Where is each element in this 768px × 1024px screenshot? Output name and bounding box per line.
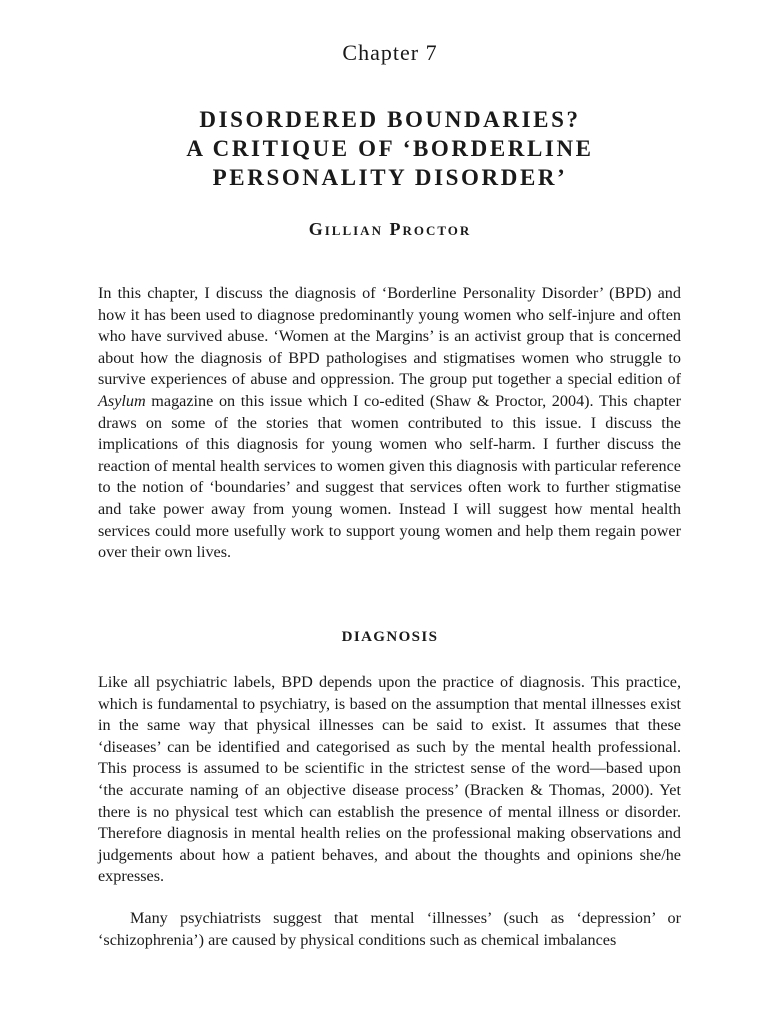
diagnosis-paragraph-1 bbox=[98, 672, 681, 888]
diagnosis-paragraph-2 bbox=[98, 908, 681, 951]
chapter-title-line-2: A CRITIQUE OF ‘BORDERLINE bbox=[186, 136, 594, 161]
intro-text-end: magazine on this issue which I co-edited (Shaw & Proctor, 2004). This chapter draws on some of the stories that women contributed to this issue. I discuss the implications of this diagnosis for young women who self-harm. I further discuss the reaction of mental health services to women given this diagnosis with particular reference to the notion of ‘boundaries’ and suggest that services often work to further stigmatise and take power away from young women. Instead I will suggest how mental health services could more usefully work to support young women and help them regain power over their own lives. bbox=[98, 391, 681, 562]
intro-italic-title: Asylum bbox=[98, 391, 146, 410]
chapter-title-line-1: DISORDERED BOUNDARIES? bbox=[199, 107, 581, 132]
author-name: Gillian Proctor bbox=[308, 219, 472, 239]
chapter-number: Chapter 7 bbox=[342, 40, 438, 65]
diagnosis-paragraph-1-text: Like all psychiatric labels, BPD depends upon the practice of diagnosis. This practice, which is fundamental to psychiatry, is based on the assumption that mental illnesses exist in the same way that physical illnesses can be said to exist. It assumes that these ‘diseases’ can be identified and categorised as such by the mental health professional. This process is assumed to be scientific in the strictest sense of the word—based upon ‘the accurate naming of an objective disease process’ (Bracken & Thomas, 2000). Yet there is no physical test which can establish the presence of mental illness or disorder. Therefore diagnosis in mental health relies on the professional making observations and judgements about how a patient behaves, and about the thoughts and opinions she/he expresses. bbox=[98, 673, 681, 886]
intro-paragraph bbox=[98, 283, 681, 564]
section-heading-diagnosis: DIAGNOSIS bbox=[341, 629, 439, 645]
diagnosis-paragraph-2-text: Many psychiatrists suggest that mental ‘illnesses’ (such as ‘depression’ or ‘schizophrenia’) are caused by physical conditions such as chemical imbalances bbox=[98, 909, 681, 949]
chapter-title-line-3: PERSONALITY DISORDER’ bbox=[212, 165, 568, 190]
intro-text-start: In this chapter, I discuss the diagnosis of ‘Borderline Personality Disorder’ (BPD) and how it has been used to diagnose predominantly young women who self-injure and often who have survived abuse. ‘Women at the Margins’ is an activist group that is concerned about how the diagnosis of BPD pathologises and stigmatises women who struggle to survive experiences of abuse and oppression. The group put together a special edition of bbox=[98, 284, 681, 389]
chapter-title bbox=[0, 105, 768, 192]
